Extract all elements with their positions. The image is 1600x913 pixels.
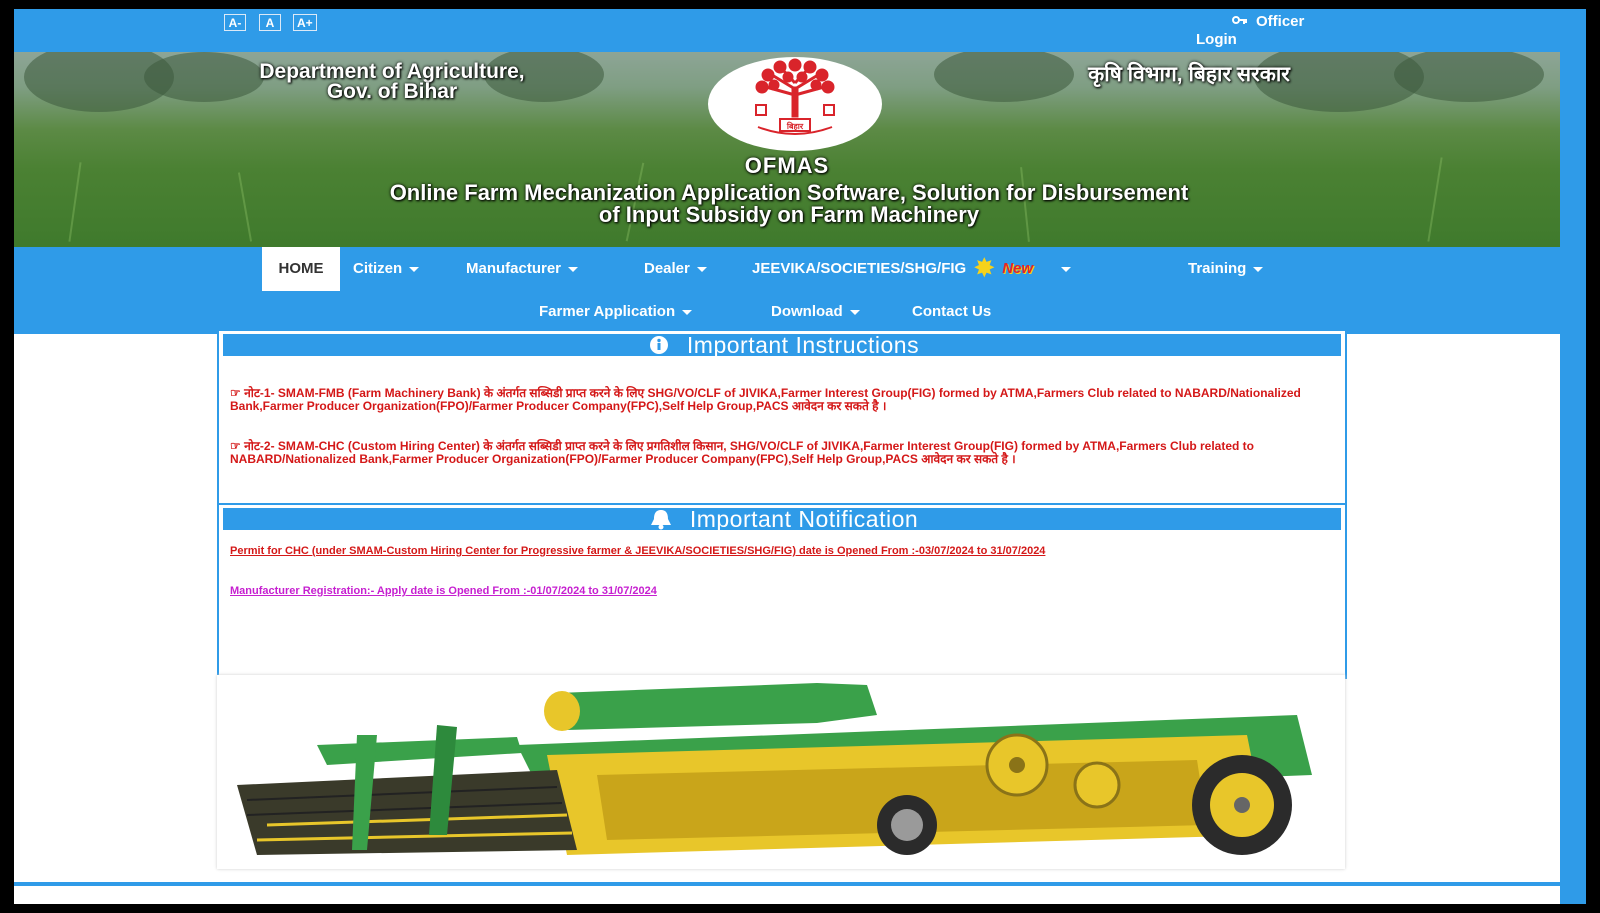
bihar-emblem-logo[interactable]	[708, 57, 882, 151]
nav-download[interactable]	[771, 303, 860, 321]
nav-home[interactable]: HOME	[262, 247, 340, 291]
caret-down-icon	[568, 267, 578, 272]
nav-contact-us[interactable]: Contact Us	[912, 303, 992, 320]
nav-farmer-application-label: Farmer Application	[539, 303, 676, 320]
caret-down-icon	[1253, 267, 1263, 272]
nav-training-label: Training	[1188, 260, 1247, 277]
app-short-name: OFMAS	[744, 153, 830, 178]
caret-down-icon	[682, 310, 692, 315]
nav-jeevika-label: JEEVIKA/SOCIETIES/SHG/FIG	[752, 260, 967, 277]
app-full-name	[194, 182, 1384, 226]
caret-down-icon	[850, 310, 860, 315]
new-badge-label: New	[1002, 260, 1034, 278]
main-navigation	[14, 247, 1560, 334]
important-instructions-panel	[217, 329, 1347, 505]
nav-citizen[interactable]	[353, 260, 419, 278]
footer-divider	[14, 882, 1560, 886]
background-tree	[1394, 52, 1544, 102]
logo-caption: बिहार	[786, 122, 804, 131]
nav-manufacturer[interactable]	[466, 260, 578, 278]
farm-machine-image	[217, 675, 1345, 869]
bodhi-tree-emblem-icon	[708, 57, 882, 151]
caret-down-icon	[409, 267, 419, 272]
notification-item-chc[interactable]: Permit for CHC (under SMAM-Custom Hiring Center for Progressive farmer & JEEVIKA/SOCIETIES/SHG/FIG) date is Opened From :-03/07/2024 to 31/07/2024	[230, 545, 1046, 557]
nav-manufacturer-label: Manufacturer	[466, 260, 562, 277]
header-banner	[14, 52, 1560, 247]
instruction-note-2: ☞ नोट-2- SMAM-CHC (Custom Hiring Center) के अंतर्गत सब्सिडी प्राप्त करने के लिए प्रगतिशील किसान, SHG/VO/CLF of JIVIKA,Farmer Interest Group(FIG) formed by ATMA,Farmers Club related to NABARD/Nationalized Bank,Farmer Producer Organization(FPO)/Farmer Producer Company(FPC),Self Help Group,PACS आवेदन कर सकते है ।	[230, 439, 1254, 466]
department-name-english: Department of Agriculture, Gov. of Bihar	[259, 60, 525, 103]
department-name-hindi: कृषि विभाग, बिहार सरकार	[1088, 63, 1290, 86]
background-tree	[144, 52, 264, 102]
app-full-name-line1: Online Farm Mechanization Application Software, Solution for Disbursement	[389, 180, 1189, 205]
nav-jeevika[interactable]	[752, 255, 1071, 283]
star-burst-icon: ✸	[974, 255, 995, 283]
instruction-note-1: ☞ नोट-1- SMAM-FMB (Farm Machinery Bank) के अंतर्गत सब्सिडी प्राप्त करने के लिए SHG/VO/CLF of JIVIKA,Farmer Interest Group(FIG) formed by ATMA,Farmers Club related to NABARD/Nationalized Bank,Farmer Producer Organization(FPO)/Farmer Producer Company(FPC),Self Help Group,PACS आवेदन कर सकते है ।	[230, 386, 1301, 413]
caret-down-icon	[697, 267, 707, 272]
decrease-font-button[interactable]: A-	[224, 14, 246, 31]
important-notification-panel	[217, 503, 1347, 679]
reset-font-button[interactable]: A	[259, 14, 281, 31]
instructions-title: Important Instructions	[686, 332, 920, 358]
nav-download-label: Download	[771, 303, 843, 320]
notification-header	[223, 508, 1341, 530]
bell-icon	[646, 508, 676, 533]
officer-login-label-line2: Login	[1196, 30, 1237, 48]
nav-farmer-application[interactable]	[539, 303, 692, 321]
top-utility-bar	[14, 9, 1572, 52]
increase-font-button[interactable]: A+	[293, 14, 317, 31]
caret-down-icon	[1061, 267, 1071, 272]
page	[14, 9, 1586, 904]
machinery-image-panel	[217, 675, 1345, 869]
instructions-header	[223, 334, 1341, 356]
app-full-name-line2: of Input Subsidy on Farm Machinery	[598, 202, 980, 227]
info-icon	[645, 335, 673, 358]
new-badge	[974, 255, 1054, 283]
key-icon	[1232, 14, 1248, 31]
nav-dealer[interactable]	[644, 260, 707, 278]
notification-item-manufacturer[interactable]: Manufacturer Registration:- Apply date is Opened From :-01/07/2024 to 31/07/2024	[230, 585, 657, 597]
nav-training[interactable]	[1188, 260, 1263, 278]
notification-title: Important Notification	[689, 506, 919, 532]
nav-citizen-label: Citizen	[353, 260, 403, 277]
right-edge-bar	[1560, 9, 1586, 904]
officer-login-link[interactable]	[1196, 13, 1336, 48]
officer-login-label-line1: Officer	[1256, 13, 1305, 30]
nav-dealer-label: Dealer	[644, 260, 690, 277]
